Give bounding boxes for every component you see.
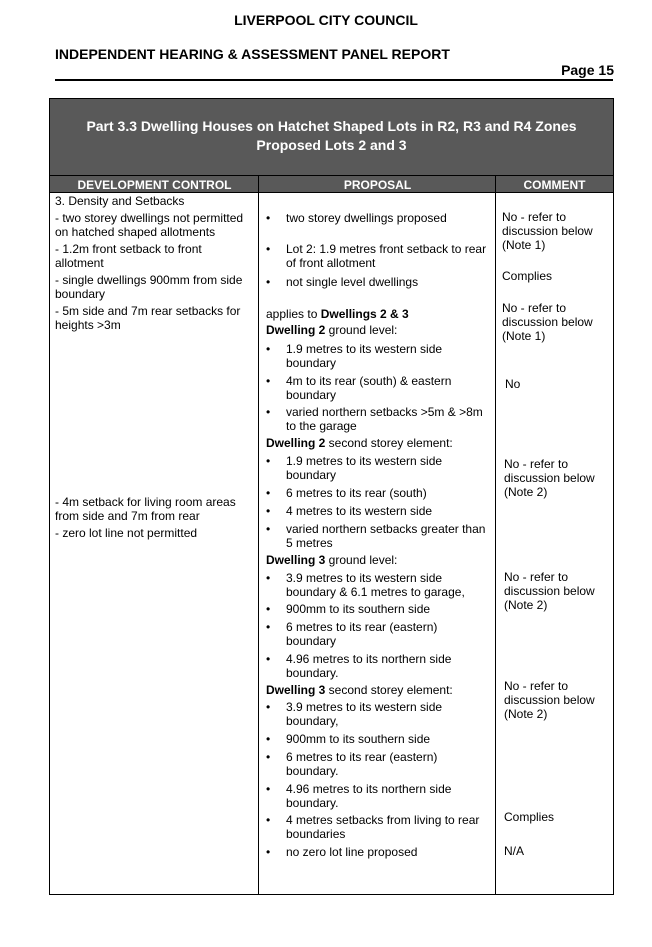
bullet-icon: • (266, 602, 271, 616)
proposal-subheading: Dwelling 3 ground level: (266, 553, 398, 567)
column-header-control: DEVELOPMENT CONTROL (50, 175, 259, 193)
proposal-bullet: • no zero lot line proposed (266, 845, 418, 859)
bullet-icon: • (266, 522, 271, 536)
proposal-bullet: • 900mm to its southern side (266, 732, 431, 746)
comment-text: Complies (504, 810, 555, 824)
comment-text: No - refer to discussion below (Note 2) (504, 679, 595, 721)
proposal-subheading: Dwelling 3 second storey element: (266, 683, 453, 697)
control-item: - two storey dwellings not permitted (55, 211, 244, 225)
bullet-icon: • (266, 486, 271, 500)
proposal-bullet: • not single level dwellings (266, 275, 419, 289)
bullet-icon: • (266, 374, 271, 388)
bullet-icon: • (266, 504, 271, 518)
table-title-line2: Proposed Lots 2 and 3 (256, 137, 407, 153)
bullet-icon: • (266, 211, 271, 225)
comment-text: No - refer to discussion below (Note 2) (504, 457, 595, 499)
control-item: on hatched shaped allotments (55, 225, 216, 239)
column-divider (258, 175, 259, 894)
proposal-bullet: • 900mm to its southern side (266, 602, 431, 616)
control-item: - 4m setback for living room areas (55, 495, 236, 509)
council-name: LIVERPOOL CITY COUNCIL (234, 12, 418, 28)
comment-text: No - refer to discussion below (Note 2) (504, 570, 595, 612)
table-title-line1: Part 3.3 Dwelling Houses on Hatchet Shaped Lots in R2, R3 and R4 Zones (86, 118, 577, 134)
proposal-bullet: • two storey dwellings proposed (266, 211, 447, 225)
control-item: heights >3m (55, 318, 121, 332)
proposal-applies: applies to Dwellings 2 & 3 (266, 307, 409, 321)
proposal-bullet: • 6 metres to its rear (eastern) boundary. (266, 750, 438, 778)
control-item: boundary (55, 287, 106, 301)
bullet-icon: • (266, 813, 271, 827)
control-heading: 3. Density and Setbacks (55, 194, 185, 208)
proposal-bullet: • 4.96 metres to its northern side boundary. (266, 652, 452, 680)
control-item: allotment (55, 256, 104, 270)
header-rule (55, 79, 613, 81)
proposal-subheading: Dwelling 2 ground level: (266, 323, 398, 337)
proposal-bullet: • 4m to its rear (south) & eastern boundary (266, 374, 452, 402)
comment-text: No - refer to discussion below (Note 1) (502, 210, 593, 252)
control-item: from side and 7m from rear (55, 509, 200, 523)
comment-text: Complies (502, 269, 553, 283)
proposal-bullet: • 4.96 metres to its northern side boundary. (266, 782, 452, 810)
proposal-bullet: • 1.9 metres to its western side boundary (266, 454, 443, 482)
proposal-bullet: • 4 metres to its western side (266, 504, 433, 518)
proposal-bullet: • 6 metres to its rear (south) (266, 486, 427, 500)
page-number: Page 15 (561, 62, 614, 78)
bullet-icon: • (266, 275, 271, 289)
column-header-proposal: PROPOSAL (259, 175, 496, 193)
bullet-icon: • (266, 571, 271, 585)
proposal-bullet: • varied northern setbacks >5m & >8m to the garage (266, 405, 483, 433)
assessment-table (49, 98, 614, 895)
control-item: - zero lot line not permitted (55, 526, 198, 540)
comment-text: N/A (504, 844, 525, 858)
proposal-subheading: Dwelling 2 second storey element: (266, 436, 453, 450)
proposal-bullet: • 1.9 metres to its western side boundary (266, 342, 443, 370)
proposal-bullet: • 6 metres to its rear (eastern) boundary (266, 620, 438, 648)
bullet-icon: • (266, 845, 271, 859)
report-title: INDEPENDENT HEARING & ASSESSMENT PANEL REPORT (55, 46, 450, 62)
bullet-icon: • (266, 782, 271, 796)
proposal-bullet: • varied northern setbacks greater than 5 metres (266, 522, 486, 550)
proposal-bullet: • Lot 2: 1.9 metres front setback to rear of front allotment (266, 242, 487, 270)
proposal-bullet: • 3.9 metres to its western side boundary & 6.1 metres to garage, (266, 571, 465, 599)
bullet-icon: • (266, 620, 271, 634)
bullet-icon: • (266, 342, 271, 356)
bullet-icon: • (266, 405, 271, 419)
proposal-bullet: • 4 metres setbacks from living to rear boundaries (266, 813, 480, 841)
bullet-icon: • (266, 652, 271, 666)
column-header-comment: COMMENT (496, 175, 613, 193)
control-item: - 5m side and 7m rear setbacks for (55, 304, 241, 318)
control-item: - single dwellings 900mm from side (55, 273, 243, 287)
comment-text: No - refer to discussion below (Note 1) (502, 301, 593, 343)
table-banner (50, 99, 613, 176)
bullet-icon: • (266, 242, 271, 256)
control-item: - 1.2m front setback to front (55, 242, 202, 256)
comment-text: No (505, 377, 521, 391)
proposal-bullet: • 3.9 metres to its western side boundary, (266, 700, 443, 728)
column-divider (495, 175, 496, 894)
bullet-icon: • (266, 700, 271, 714)
table-title (50, 117, 613, 155)
bullet-icon: • (266, 454, 271, 468)
bullet-icon: • (266, 732, 271, 746)
bullet-icon: • (266, 750, 271, 764)
